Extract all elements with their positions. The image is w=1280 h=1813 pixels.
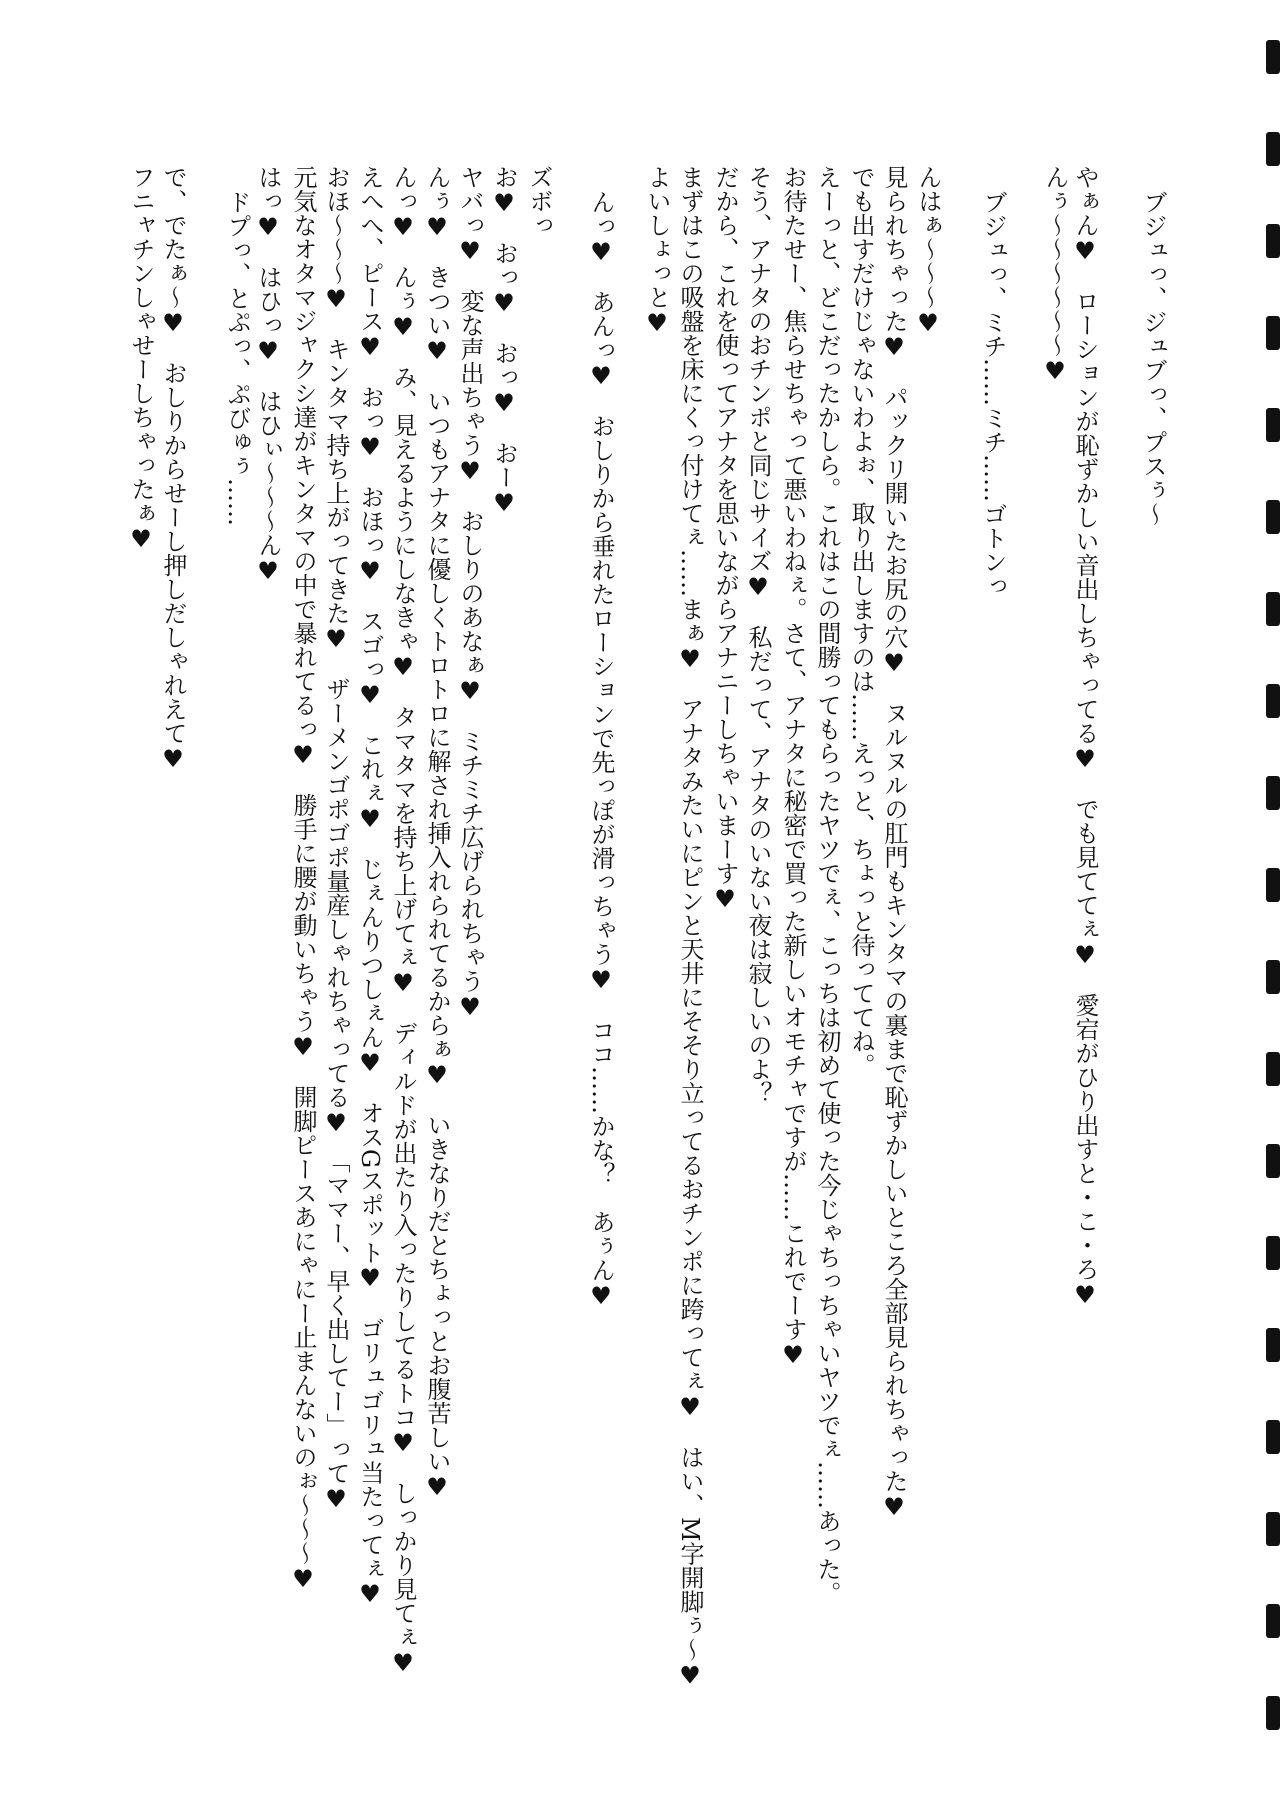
text-line: お待たせー、焦らせちゃって悪いわねぇ。さて、アナタに秘密で買った新しいオモチャですが……これでーす♥	[779, 165, 807, 1369]
sound-effect-line: ドプっ、とぷっ、ぷびゅぅ……	[223, 190, 251, 526]
text-line: 見られちゃった♥ パックリ開いたお尻の穴♥ ヌルヌルの肛門もキンタマの裏まで恥ずかしいところ全部見られちゃった♥	[880, 165, 908, 1521]
text-line: お♥ おっ♥ おっ♥ おー♥	[490, 165, 518, 517]
text-line: おほ～～～♥ キンタマ持ち上がってきた♥ ザーメンゴポゴポ量産しゃれちゃってる♥ 「ママー、早く出してー」って♥	[322, 165, 350, 1513]
text-line: やぁん♥ ローションが恥ずかしい音出しちゃってる♥ でも見ててぇ♥ 愛宕がひり出すと・こ・ろ♥	[1071, 165, 1099, 1309]
text-line: よいしょっと♥	[643, 165, 671, 337]
text-line: フニャチンしゃせーしちゃったぁ♥	[127, 165, 155, 553]
text-line: でも出すだけじゃないわよぉ、取り出しますのは……えっと、ちょっと待っててね。	[847, 165, 875, 1077]
text-line: ヤバっ♥ 変な声出ちゃう♥ おしりのあなぁ♥ ミチミチ広げられちゃう♥	[456, 165, 484, 1021]
sound-effect-line: ブジュっ、ミチ……ミチ……ゴトンっ	[979, 190, 1007, 598]
text-line: んはぁ～～～♥	[914, 165, 942, 337]
text-line: はっ♥ はひっ♥ はひぃ～～～ん♥	[254, 165, 282, 585]
adjacent-page-bleed	[1266, 40, 1280, 1800]
text-line: えーっと、どこだったかしら。これはこの間勝ってもらったヤツでぇ、こっちは初めて使った今じゃちっちゃいヤツでぇ……あった。	[813, 165, 841, 1605]
text-line: 元気なオタマジャクシ達がキンタマの中で暴れてるっ♥ 勝手に腰が動いちゃう♥ 開脚ピースあにゃにー止まんないのぉ～～～♥	[289, 165, 317, 1593]
text-line: だから、これを使ってアナタを思いながらアナニーしちゃいまーす♥	[711, 165, 739, 913]
text-line: んぅ～～～～～～♥	[1041, 165, 1069, 385]
sound-effect-line: ブジュっ、ジュブっ、プスぅ～	[1139, 190, 1167, 526]
text-line: えへへ、ピース♥ おっ♥ おほっ♥ スゴっ♥ これぇ♥ じぇんりつしぇん♥ オスGスポット♥ ゴリュゴリュ当たってぇ♥	[356, 165, 384, 1609]
text-line: ズボっ	[525, 165, 553, 237]
text-line: んっ♥ んぅ♥ み、見えるようにしなきゃ♥ タマタマを持ち上げてぇ♥ ディルドが出たり入ったりしてるトコ♥ しっかり見てぇ♥	[389, 165, 417, 1677]
text-line: まずはこの吸盤を床にくっ付けてぇ……まぁ♥ アナタみたいにピンと天井にそそり立ってるおチンポに跨ってぇ♥ はい、M字開脚ぅ～♥	[676, 165, 704, 1690]
text-line: んぅ♥ きつい♥ いつもアナタに優しくトロトロに解され挿入れられてるからぁ♥ いきなりだとちょっとお腹苦しい♥	[423, 165, 451, 1501]
text-line: で、でたぁ～♥ おしりからせーし押しだしゃれえて♥	[159, 165, 187, 773]
text-line: そう、アナタのおチンポと同じサイズ♥ 私だって、アナタのいない夜は寂しいのよ？	[744, 165, 772, 1105]
sound-effect-line: んっ♥ あんっ♥ おしりから垂れたローションで先っぽが滑っちゃう♥ ココ……かな？ あぅん♥	[587, 190, 615, 1310]
